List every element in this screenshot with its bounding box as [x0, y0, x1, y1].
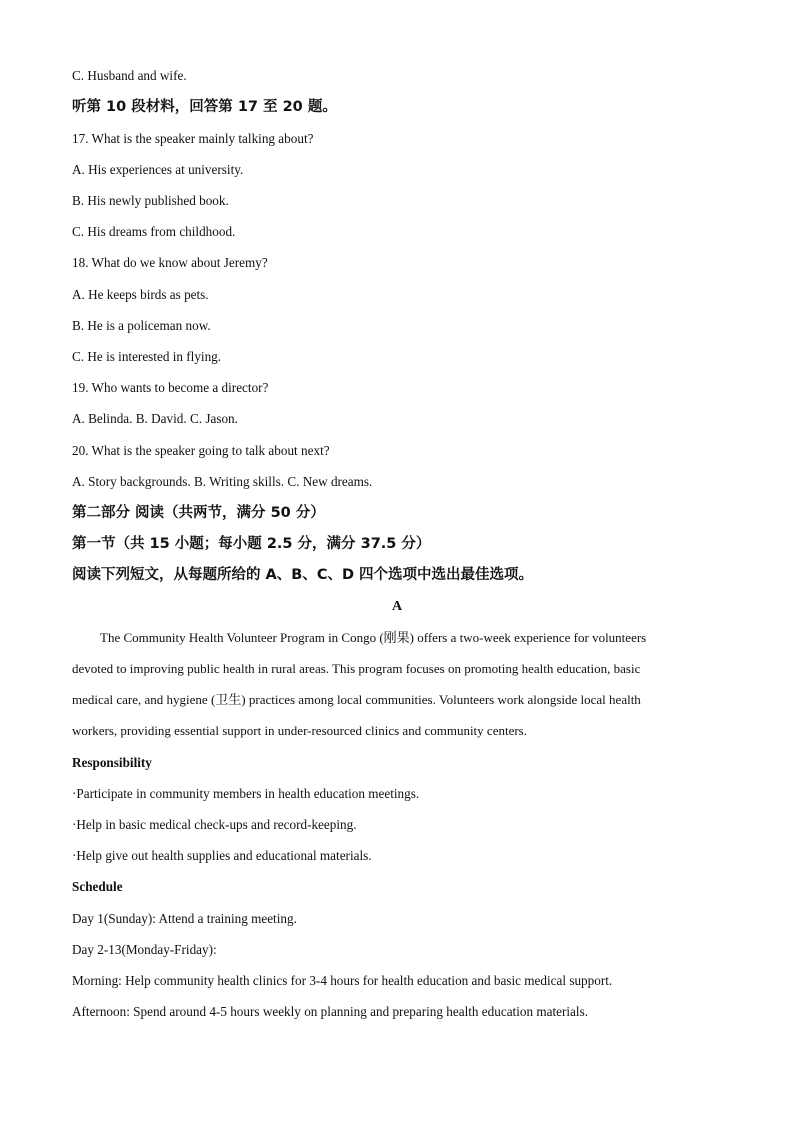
schedule-heading: Schedule	[72, 879, 123, 894]
reading-section-heading: 第一节（共 15 小题；每小题 2.5 分，满分 37.5 分）	[72, 536, 431, 552]
intro-line-2: devoted to improving public health in rural areas. This program focuses on promoting health education, basic	[72, 661, 641, 676]
q18-question: 18. What do we know about Jeremy?	[72, 255, 268, 270]
passage-label: A	[391, 599, 403, 614]
responsibility-item: ·Help give out health supplies and educational materials.	[72, 848, 372, 863]
schedule-item: Day 1(Sunday): Attend a training meeting.	[72, 911, 297, 926]
q19-options: A. Belinda. B. David. C. Jason.	[72, 411, 238, 426]
q18-option-c: C. He is interested in flying.	[72, 349, 222, 364]
intro-line-1: The Community Health Volunteer Program in Congo (刚果) offers a two-week experience for volunteers	[100, 630, 647, 645]
q18-option-b: B. He is a policeman now.	[72, 318, 211, 333]
q20-options: A. Story backgrounds. B. Writing skills. C. New dreams.	[72, 474, 373, 489]
q16-option-c: C. Husband and wife.	[72, 68, 187, 83]
q17-question: 17. What is the speaker mainly talking about?	[72, 131, 314, 146]
q17-option-a: A. His experiences at university.	[72, 162, 244, 177]
reading-part-heading: 第二部分 阅读（共两节，满分 50 分）	[72, 505, 325, 521]
responsibility-item: ·Help in basic medical check-ups and record-keeping.	[72, 817, 357, 832]
q18-option-a: A. He keeps birds as pets.	[72, 287, 209, 302]
q17-option-b: B. His newly published book.	[72, 193, 229, 208]
responsibility-heading: Responsibility	[72, 755, 152, 770]
responsibility-item: ·Participate in community members in health education meetings.	[72, 786, 420, 801]
q17-option-c: C. His dreams from childhood.	[72, 224, 236, 239]
schedule-item: Day 2-13(Monday-Friday):	[72, 942, 217, 957]
q20-question: 20. What is the speaker going to talk about next?	[72, 443, 330, 458]
intro-line-4: workers, providing essential support in under-resourced clinics and community centers.	[72, 723, 527, 738]
reading-instruction: 阅读下列短文，从每题所给的 A、B、C、D 四个选项中选出最佳选项。	[72, 567, 534, 583]
q19-question: 19. Who wants to become a director?	[72, 380, 269, 395]
section10-heading: 听第 10 段材料，回答第 17 至 20 题。	[72, 99, 337, 115]
schedule-item: Morning: Help community health clinics for 3-4 hours for health education and basic medical support.	[72, 973, 613, 988]
schedule-item: Afternoon: Spend around 4-5 hours weekly on planning and preparing health education materials.	[72, 1004, 588, 1019]
intro-line-3: medical care, and hygiene (卫生) practices among local communities. Volunteers work alongside local health	[72, 692, 641, 707]
